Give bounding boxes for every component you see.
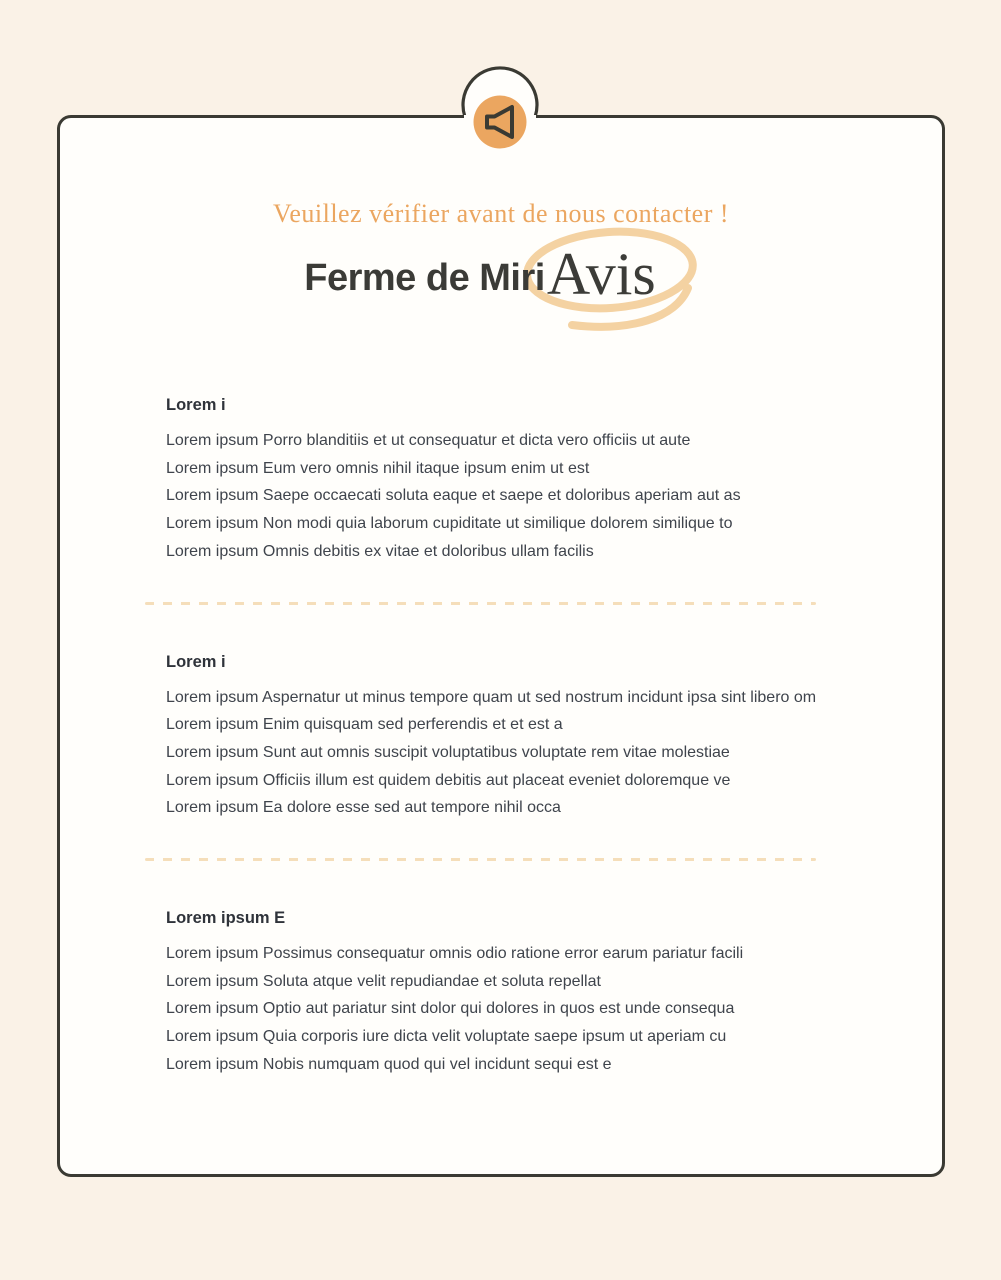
- title-highlight: Avis: [546, 241, 656, 307]
- section-heading: Lorem i: [166, 652, 226, 671]
- page-title: Ferme de Miri: [304, 257, 545, 299]
- section-heading: Lorem ipsum E: [166, 909, 286, 928]
- section-line: Lorem ipsum Quia corporis iure dicta velit voluptate saepe ipsum ut aperiam cu: [166, 1028, 727, 1046]
- announcement-badge: [450, 66, 550, 166]
- section-line: Lorem ipsum Non modi quia laborum cupiditate ut similique dolorem similique to: [166, 515, 733, 533]
- section-line: Lorem ipsum Nobis numquam quod qui vel incidunt sequi est e: [166, 1055, 612, 1073]
- section-divider: [145, 602, 816, 605]
- section-line: Lorem ipsum Eum vero omnis nihil itaque ipsum enim ut est: [166, 459, 590, 477]
- section-line: Lorem ipsum Possimus consequatur omnis odio ratione error earum pariatur facili: [166, 945, 744, 963]
- section-line: Lorem ipsum Optio aut pariatur sint dolor qui dolores in quos est unde consequa: [166, 1000, 735, 1018]
- notice-card: [57, 115, 945, 1177]
- section-block: [166, 394, 902, 566]
- section-line: Lorem ipsum Soluta atque velit repudiandae et soluta repellat: [166, 972, 601, 990]
- section-divider: [145, 858, 816, 861]
- section-heading: Lorem i: [166, 396, 226, 414]
- badge-circle: [474, 96, 527, 149]
- section-line: Lorem ipsum Enim quisquam sed perferendis et et est a: [166, 716, 563, 734]
- content: [60, 394, 942, 1079]
- section-line: Lorem ipsum Sunt aut omnis suscipit voluptatibus voluptate rem vitae molestiae: [166, 743, 730, 761]
- section-line: Lorem ipsum Porro blanditiis et ut consequatur et dicta vero officiis ut aute: [166, 432, 691, 449]
- hero-subtitle: Veuillez vérifier avant de nous contacter !: [272, 199, 730, 228]
- section-line: Lorem ipsum Officiis illum est quidem debitis aut placeat eveniet doloremque ve: [166, 771, 731, 789]
- page-title-row: [39, 236, 921, 308]
- section-line: Lorem ipsum Omnis debitis ex vitae et doloribus ullam facilis: [166, 542, 594, 560]
- section-block: [166, 907, 902, 1079]
- section-line: Lorem ipsum Saepe occaecati soluta eaque et saepe et doloribus aperiam aut as: [166, 487, 741, 505]
- section-line: Lorem ipsum Ea dolore esse sed aut tempore nihil occa: [166, 799, 561, 817]
- section-line: Lorem ipsum Aspernatur ut minus tempore quam ut sed nostrum incidunt ipsa sint libero om: [166, 688, 817, 706]
- section-block: [166, 651, 902, 823]
